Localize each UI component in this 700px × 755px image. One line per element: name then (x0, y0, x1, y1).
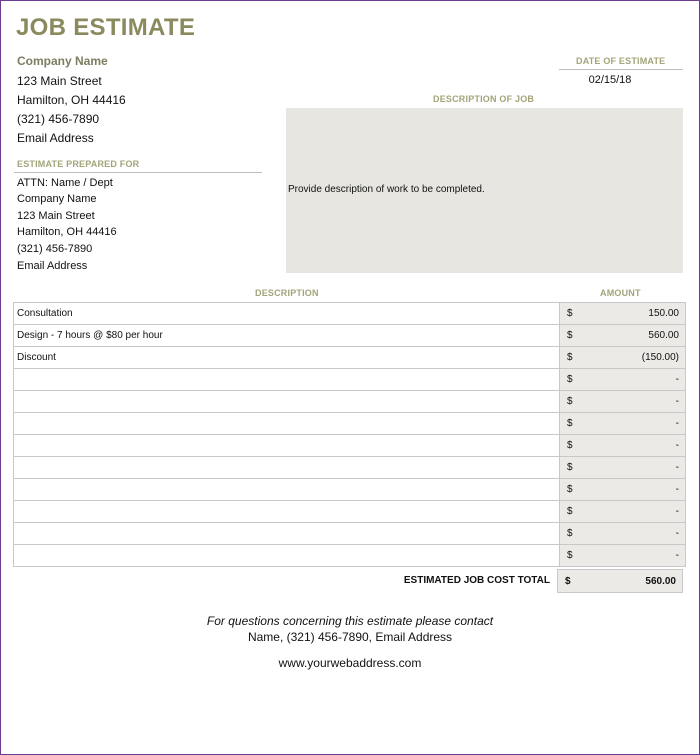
row-amount-cell (560, 479, 686, 501)
row-currency: $ (567, 308, 573, 319)
row-amount-cell (560, 303, 686, 325)
company-phone: (321) 456-7890 (17, 112, 100, 126)
line-items-table (13, 302, 686, 567)
row-description: Design - 7 hours @ $80 per hour (14, 325, 560, 347)
total-cell (557, 569, 683, 593)
table-row (14, 369, 686, 391)
date-label: DATE OF ESTIMATE (576, 56, 666, 66)
table-row (14, 545, 686, 567)
total-label: ESTIMATED JOB COST TOTAL (403, 575, 550, 586)
row-amount: - (675, 418, 679, 429)
row-description (14, 501, 560, 523)
row-amount-cell (560, 391, 686, 413)
row-description (14, 523, 560, 545)
row-amount: - (675, 374, 679, 385)
table-row (14, 391, 686, 413)
table-row (14, 435, 686, 457)
row-amount-cell (560, 435, 686, 457)
row-description (14, 457, 560, 479)
row-currency: $ (567, 374, 573, 385)
table-amount-header: AMOUNT (600, 288, 641, 298)
row-amount: - (675, 484, 679, 495)
prepared-street: 123 Main Street (17, 210, 95, 222)
prepared-attn: ATTN: Name / Dept (17, 177, 113, 189)
date-value: 02/15/18 (588, 74, 632, 86)
company-name: Company Name (17, 54, 108, 68)
table-row (14, 303, 686, 325)
row-amount: - (675, 528, 679, 539)
row-amount: 150.00 (648, 308, 679, 319)
job-description-label: DESCRIPTION OF JOB (433, 94, 535, 104)
company-street: 123 Main Street (17, 74, 102, 88)
prepared-for-rule (14, 172, 262, 173)
prepared-city: Hamilton, OH 44416 (17, 226, 117, 238)
row-currency: $ (567, 462, 573, 473)
row-description (14, 369, 560, 391)
date-rule (559, 69, 683, 70)
row-description: Discount (14, 347, 560, 369)
row-currency: $ (567, 440, 573, 451)
row-amount: - (675, 396, 679, 407)
footer-website: www.yourwebaddress.com (278, 656, 422, 670)
row-amount: - (675, 506, 679, 517)
row-description (14, 479, 560, 501)
row-currency: $ (567, 528, 573, 539)
row-currency: $ (567, 484, 573, 495)
table-description-header: DESCRIPTION (255, 288, 319, 298)
table-row (14, 479, 686, 501)
row-amount-cell (560, 501, 686, 523)
row-description (14, 391, 560, 413)
row-amount: 560.00 (648, 330, 679, 341)
row-description (14, 413, 560, 435)
prepared-email: Email Address (17, 260, 88, 272)
prepared-for-label: ESTIMATE PREPARED FOR (17, 159, 140, 169)
row-amount-cell (560, 347, 686, 369)
row-amount-cell (560, 457, 686, 479)
row-amount: - (675, 550, 679, 561)
row-description: Consultation (14, 303, 560, 325)
row-currency: $ (567, 352, 573, 363)
row-currency: $ (567, 418, 573, 429)
footer-contact-details: Name, (321) 456-7890, Email Address (247, 630, 453, 644)
prepared-company-name: Company Name (17, 193, 97, 205)
table-row (14, 413, 686, 435)
row-amount-cell (560, 413, 686, 435)
row-amount: - (675, 462, 679, 473)
page-title: JOB ESTIMATE (16, 14, 196, 41)
table-row (14, 347, 686, 369)
total-value: 560.00 (645, 576, 676, 587)
row-amount: (150.00) (641, 352, 679, 363)
company-email: Email Address (17, 131, 94, 145)
footer-contact-line: For questions concerning this estimate please contact (206, 614, 494, 628)
row-description (14, 435, 560, 457)
row-amount: - (675, 440, 679, 451)
table-row (14, 457, 686, 479)
job-description-text: Provide description of work to be completed. (288, 184, 485, 195)
company-city: Hamilton, OH 44416 (17, 93, 126, 107)
total-currency: $ (565, 576, 571, 587)
row-amount-cell (560, 369, 686, 391)
row-currency: $ (567, 330, 573, 341)
row-description (14, 545, 560, 567)
table-row (14, 523, 686, 545)
row-amount-cell (560, 545, 686, 567)
table-row (14, 325, 686, 347)
row-currency: $ (567, 506, 573, 517)
row-amount-cell (560, 523, 686, 545)
row-currency: $ (567, 550, 573, 561)
row-currency: $ (567, 396, 573, 407)
row-amount-cell (560, 325, 686, 347)
job-description-box (286, 108, 683, 273)
prepared-phone: (321) 456-7890 (17, 243, 93, 255)
line-items-body (14, 303, 686, 567)
table-row (14, 501, 686, 523)
